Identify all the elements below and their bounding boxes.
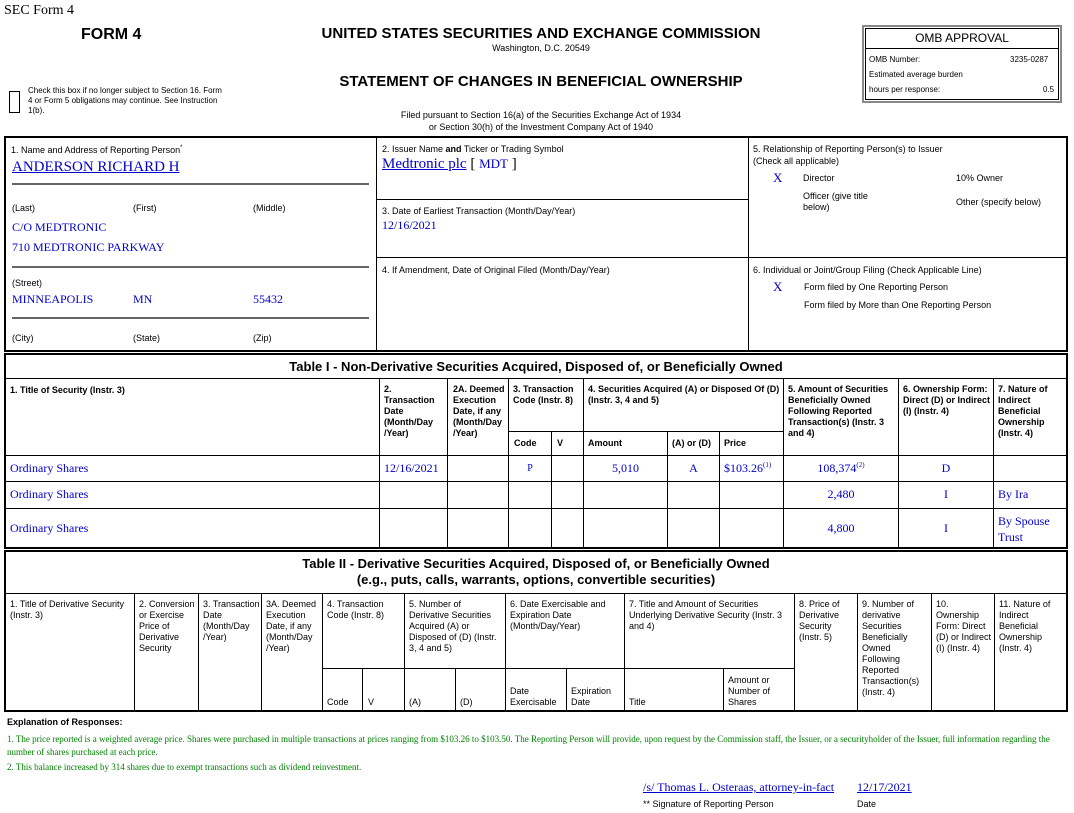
ticker-link[interactable]: MDT <box>479 156 508 171</box>
statement-title: STATEMENT OF CHANGES IN BENEFICIAL OWNERSHIP <box>339 73 743 90</box>
t1-header-code: Code <box>514 438 537 448</box>
section16-checkbox[interactable] <box>9 91 20 113</box>
last-label: (Last) <box>12 203 36 213</box>
t1-row2-nature: By Ira <box>998 487 1029 501</box>
t1-header-v: V <box>557 438 564 448</box>
ten-percent-owner-label: 10% Owner <box>956 173 1004 183</box>
t2-header-date-exercisable: Date Exercisable <box>510 686 557 707</box>
omb-burden-label: Estimated average burden <box>869 70 963 79</box>
earliest-date-label: 3. Date of Earliest Transaction (Month/Day/Year) <box>382 206 576 216</box>
omb-hours-value: 0.5 <box>1043 85 1055 94</box>
agency-title: UNITED STATES SECURITIES AND EXCHANGE COMMISSION <box>321 25 761 42</box>
t1-row3-title: Ordinary Shares <box>10 521 89 535</box>
t1-header-amount-owned: 5. Amount of Securities Beneficially Owned Following Reported Transaction(s) (Instr. 3 and 4) <box>788 384 889 438</box>
t2-header-11: 11. Nature of Indirect Beneficial Ownership (Instr. 4) <box>999 599 1051 653</box>
t2-header-3: 3. Transaction Date (Month/Day /Year) <box>203 599 260 642</box>
signature-label: ** Signature of Reporting Person <box>643 799 774 809</box>
state-label: (State) <box>133 333 161 343</box>
address-line-2: 710 MEDTRONIC PARKWAY <box>12 240 165 254</box>
section16-text: Check this box if no longer subject to Section 16. Form 4 or Form 5 obligations may continue. See Instruction 1(b). <box>28 86 222 115</box>
t2-header-9: 9. Number of derivative Securities Beneficially Owned Following Reported Transaction(s) (Instr. 4) <box>862 599 920 697</box>
first-label: (First) <box>133 203 157 213</box>
reporting-person-name-link[interactable]: ANDERSON RICHARD H <box>12 159 180 175</box>
footnote-2: 2. This balance increased by 314 shares due to exempt transactions such as dividend reinvestment. <box>7 762 362 772</box>
signature-date-value: 12/17/2021 <box>857 780 912 794</box>
t2-header-8: 8. Price of Derivative Security (Instr. 5) <box>799 599 840 642</box>
t1-header-trans-code: 3. Transaction Code (Instr. 8) <box>513 384 574 405</box>
table-2-title-2: (e.g., puts, calls, warrants, options, convertible securities) <box>356 572 716 587</box>
doc-label: SEC Form 4 <box>4 3 75 18</box>
t1-header-trans-date: 2. Transaction Date (Month/Day /Year) <box>384 384 435 438</box>
form-title: FORM 4 <box>81 26 142 43</box>
t2-header-v: V <box>368 697 375 707</box>
t2-header-5: 5. Number of Derivative Securities Acquired (A) or Disposed of (D) (Instr. 3, 4 and 5) <box>409 599 497 653</box>
filed-line-1: Filed pursuant to Section 16(a) of the Securities Exchange Act of 1934 <box>400 110 682 120</box>
t1-header-ownership-form: 6. Ownership Form: Direct (D) or Indirect (I) (Instr. 4) <box>903 384 991 416</box>
t1-header-amount: Amount <box>588 438 622 448</box>
omb-hours-label: hours per response: <box>869 85 941 94</box>
t2-header-3a: 3A. Deemed Execution Date, if any (Month/Day /Year) <box>266 599 317 653</box>
amendment-label: 4. If Amendment, Date of Original Filed (Month/Day/Year) <box>382 265 610 275</box>
t2-header-expiration: Expiration Date <box>571 686 612 707</box>
director-mark: X <box>773 170 783 185</box>
relationship-label: 5. Relationship of Reporting Person(s) to Issuer <box>753 144 943 154</box>
address-line-1: C/O MEDTRONIC <box>12 220 107 234</box>
t1-row2-owned: 2,480 <box>827 487 855 501</box>
omb-number-value: 3235-0287 <box>1010 55 1049 64</box>
middle-label: (Middle) <box>253 203 286 213</box>
filing-one-label: Form filed by One Reporting Person <box>804 282 949 292</box>
t1-row3-form: I <box>944 521 948 535</box>
t2-header-2: 2. Conversion or Exercise Price of Derivative Security <box>139 599 195 653</box>
t2-header-d: (D) <box>460 697 473 707</box>
agency-location: Washington, D.C. 20549 <box>492 43 590 53</box>
reporting-person-label: 1. Name and Address of Reporting Person* <box>11 145 183 155</box>
t1-row2-title: Ordinary Shares <box>10 487 89 501</box>
t1-header-deemed: 2A. Deemed Execution Date, if any (Month/Day /Year) <box>453 384 505 438</box>
t1-row1-code: P <box>527 463 533 474</box>
table-1-title: Table I - Non-Derivative Securities Acquired, Disposed of, or Beneficially Owned <box>289 359 783 374</box>
t1-row1-a-or-d: A <box>689 461 698 475</box>
signature-date-label: Date <box>857 799 877 809</box>
t2-header-7: 7. Title and Amount of Securities Underlying Derivative Security (Instr. 3 and 4) <box>629 599 783 631</box>
t2-header-10: 10. Ownership Form: Direct (D) or Indirect (I) (Instr. 4) <box>936 599 992 653</box>
director-label: Director <box>803 173 835 183</box>
earliest-date-value: 12/16/2021 <box>382 218 437 232</box>
issuer-name-link[interactable]: Medtronic plc <box>382 156 467 172</box>
zip-value: 55432 <box>253 292 283 306</box>
t1-header-nature: 7. Nature of Indirect Beneficial Ownership (Instr. 4) <box>998 384 1048 438</box>
explanation-heading: Explanation of Responses: <box>7 717 123 727</box>
street-label: (Street) <box>12 278 43 288</box>
t1-row1-amount: 5,010 <box>612 461 639 475</box>
t2-header-title: Title <box>629 697 646 707</box>
t1-header-title: 1. Title of Security (Instr. 3) <box>10 385 125 395</box>
relationship-sublabel: (Check all applicable) <box>753 156 840 166</box>
t2-header-a: (A) <box>409 697 421 707</box>
table-1 <box>4 353 1068 549</box>
state-value: MN <box>133 292 153 306</box>
t1-row1-owned: 108,374$^{(2)}$ <box>817 461 865 475</box>
t1-row3-nature: By Spouse Trust <box>998 514 1050 544</box>
t2-header-1: 1. Title of Derivative Security (Instr. 3) <box>10 599 125 620</box>
issuer-name-row <box>382 156 517 173</box>
t1-row1-price: $103.26$^{(1)}$ <box>724 461 772 475</box>
signature-value: /s/ Thomas L. Osteraas, attorney-in-fact <box>643 780 835 794</box>
t2-header-4: 4. Transaction Code (Instr. 8) <box>327 599 385 620</box>
filing-label: 6. Individual or Joint/Group Filing (Check Applicable Line) <box>753 265 982 275</box>
t1-header-price: Price <box>724 438 747 448</box>
ticker-bracket-open: [ <box>470 156 476 172</box>
t1-header-a-or-d: (A) or (D) <box>672 438 711 448</box>
city-value: MINNEAPOLIS <box>12 292 94 306</box>
t2-header-code: Code <box>327 697 349 707</box>
ticker-bracket-close: ] <box>511 156 517 172</box>
t1-row1-date: 12/16/2021 <box>384 461 439 475</box>
filing-one-mark: X <box>773 279 783 294</box>
table-2-title-1: Table II - Derivative Securities Acquired, Disposed of, or Beneficially Owned <box>302 556 770 571</box>
t1-header-acquired: 4. Securities Acquired (A) or Disposed Of (D) (Instr. 3, 4 and 5) <box>588 384 780 405</box>
t1-row1-form: D <box>941 461 951 475</box>
zip-label: (Zip) <box>253 333 272 343</box>
t1-row2-form: I <box>944 487 948 501</box>
filed-line-2: or Section 30(h) of the Investment Company Act of 1940 <box>428 122 654 132</box>
omb-number-label: OMB Number: <box>869 55 921 64</box>
t2-header-6: 6. Date Exercisable and Expiration Date (Month/Day/Year) <box>510 599 606 631</box>
t1-row3-owned: 4,800 <box>827 521 855 535</box>
issuer-label: 2. Issuer Name and Ticker or Trading Symbol <box>382 144 564 154</box>
t2-header-amount-number: Amount or Number of Shares <box>728 675 771 707</box>
t1-row1-title: Ordinary Shares <box>10 461 89 475</box>
footnote-1: 1. The price reported is a weighted average price. Shares were purchased in multiple transactions at prices ranging from $103.26 to $103.50. The Reporting Person will provide, upon request by the Commission staff, the Issuer, or a securityholder of the Issuer, full information regarding the number of shares purchased at each price. <box>7 734 1050 757</box>
other-label: Other (specify below) <box>956 197 1042 207</box>
officer-label: Officer (give title below) <box>803 191 868 212</box>
city-label: (City) <box>12 333 34 343</box>
omb-title: OMB APPROVAL <box>915 31 1009 45</box>
filing-more-label: Form filed by More than One Reporting Person <box>804 300 992 310</box>
